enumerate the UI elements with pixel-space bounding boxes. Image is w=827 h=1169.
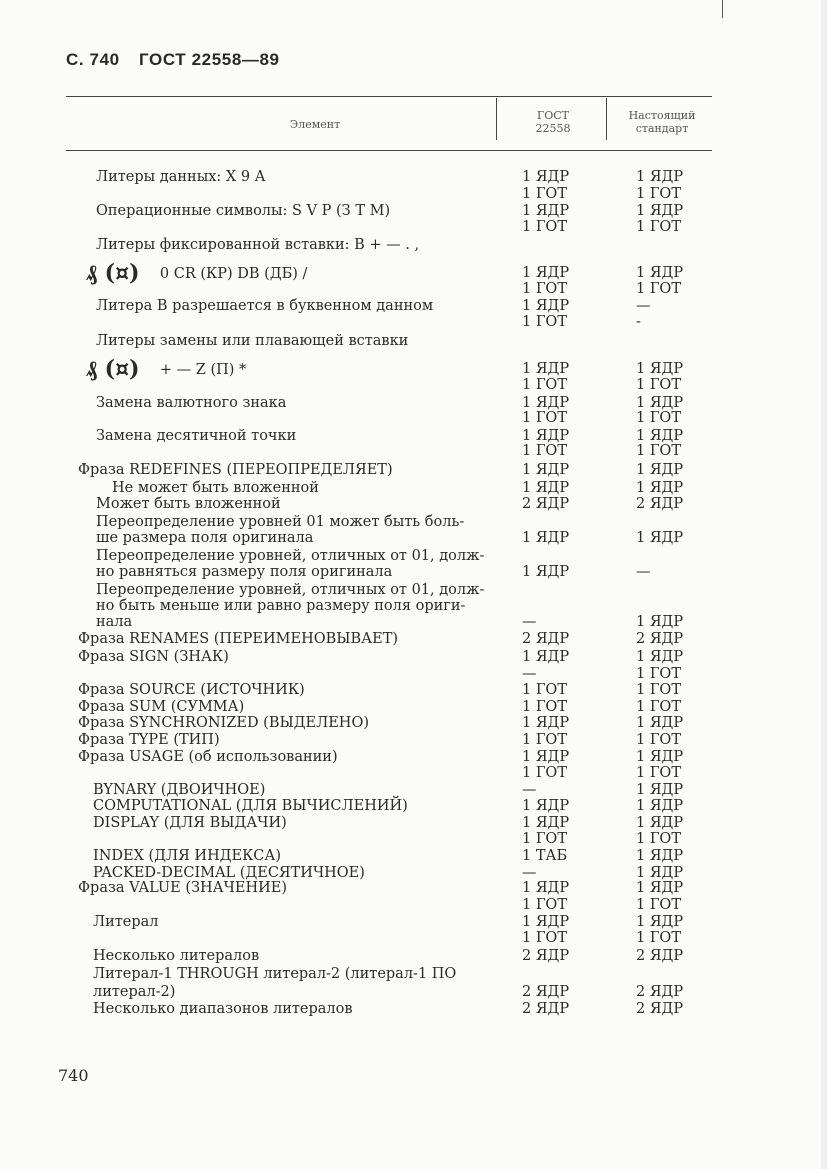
standard-level-cell: 1 ГОТ	[636, 219, 681, 235]
table-row	[0, 548, 827, 565]
gost-level-cell: 1 ЯДР	[522, 395, 570, 411]
table-header-rule	[66, 150, 712, 151]
table-row	[0, 462, 827, 479]
gost-level-cell: 1 ЯДР	[522, 798, 570, 814]
gost-level-cell: 1 ЯДР	[522, 530, 570, 546]
element-cell	[93, 966, 456, 983]
element-cell	[78, 715, 369, 732]
standard-level-cell: 1 ЯДР	[636, 530, 684, 546]
table-row	[0, 1001, 827, 1018]
element-text: Переопределение уровней, отличных от 01, долж-	[96, 582, 485, 598]
standard-level-cell: 1 ЯДР	[636, 649, 684, 665]
standard-level-cell: 2 ЯДР	[636, 984, 684, 1000]
element-cell	[96, 548, 484, 565]
element-cell	[78, 749, 338, 766]
gost-level-cell: 1 ЯДР	[522, 428, 570, 444]
element-text: COMPUTATIONAL (ДЛЯ ВЫЧИСЛЕНИЙ)	[93, 798, 408, 814]
table-row	[0, 219, 827, 236]
standard-level-cell: 1 ГОТ	[636, 377, 681, 393]
column-divider	[496, 98, 497, 140]
gost-level-cell: —	[522, 666, 537, 682]
standard-level-cell: -	[636, 314, 641, 330]
element-cell	[78, 649, 229, 666]
table-row	[0, 798, 827, 815]
element-text: Может быть вложенной	[96, 496, 281, 512]
table-row	[0, 699, 827, 716]
table-row	[0, 614, 827, 631]
table-row	[0, 514, 827, 531]
element-cell	[96, 564, 392, 581]
table-row	[0, 530, 827, 547]
element-text: Фраза VALUE (ЗНАЧЕНИЕ)	[78, 880, 287, 896]
standard-level-cell: 1 ГОТ	[636, 765, 681, 781]
gost-level-cell: 1 ГОТ	[522, 281, 567, 297]
element-text: PACKED-DECIMAL (ДЕСЯТИЧНОЕ)	[93, 865, 365, 881]
element-cell	[96, 203, 390, 220]
table-row	[0, 496, 827, 513]
element-text: DISPLAY (ДЛЯ ВЫДАЧИ)	[93, 815, 287, 831]
element-text: INDEX (ДЛЯ ИНДЕКСА)	[93, 848, 282, 864]
element-cell	[96, 298, 433, 315]
standard-level-cell: 1 ЯДР	[636, 865, 684, 881]
page-label: С. 740	[66, 50, 120, 69]
element-cell	[96, 582, 484, 599]
table-row	[0, 333, 827, 350]
element-cell	[78, 462, 393, 479]
standard-level-cell: 1 ГОТ	[636, 930, 681, 946]
gost-level-cell: 1 ГОТ	[522, 699, 567, 715]
standard-level-cell: 1 ЯДР	[636, 361, 684, 377]
gost-level-cell: 1 ГОТ	[522, 410, 567, 426]
table-row	[0, 930, 827, 947]
element-cell	[96, 598, 465, 615]
element-cell	[78, 699, 244, 716]
gost-level-cell: 1 ЯДР	[522, 914, 570, 930]
gost-level-cell: 2 ЯДР	[522, 984, 570, 1000]
gost-level-cell: 1 ЯДР	[522, 361, 570, 377]
standard-level-cell: 1 ГОТ	[636, 682, 681, 698]
gost-level-cell: 1 ГОТ	[522, 831, 567, 847]
element-cell	[93, 798, 408, 815]
column-header-gost: ГОСТ 22558	[535, 109, 571, 135]
standard-level-cell: —	[636, 298, 651, 314]
element-text: Замена валютного знака	[96, 395, 287, 411]
table-row	[0, 914, 827, 931]
column-header-element: Элемент	[289, 118, 341, 131]
column-header-standard: Настоящий стандарт	[628, 109, 696, 135]
element-text: Фраза SOURCE (ИСТОЧНИК)	[78, 682, 305, 698]
gost-level-cell: 1 ГОТ	[522, 765, 567, 781]
table-row	[0, 298, 827, 315]
element-cell	[78, 682, 305, 699]
gost-level-cell: 1 ЯДР	[522, 815, 570, 831]
gost-level-cell: 1 ЯДР	[522, 715, 570, 731]
element-cell	[78, 732, 220, 749]
element-text: 0 CR (КР) DB (ДБ) /	[159, 266, 308, 282]
gost-level-cell: 1 ЯДР	[522, 649, 570, 665]
page-header	[66, 50, 280, 70]
standard-title: ГОСТ 22558—89	[139, 50, 280, 69]
gost-level-cell: 1 ЯДР	[522, 480, 570, 496]
standard-level-cell: 2 ЯДР	[636, 948, 684, 964]
element-cell	[78, 880, 287, 897]
standard-level-cell: 1 ГОТ	[636, 410, 681, 426]
gost-level-cell: 1 ЯДР	[522, 203, 570, 219]
table-row	[0, 564, 827, 581]
table-row	[0, 260, 827, 286]
table-row	[0, 749, 827, 766]
element-text: Литерал-1 THROUGH литерал-2 (литерал-1 ПО	[93, 966, 457, 982]
element-cell	[93, 848, 281, 865]
standard-level-cell: 1 ЯДР	[636, 480, 684, 496]
table-row	[0, 732, 827, 749]
table-row	[0, 649, 827, 666]
standard-level-cell: 1 ЯДР	[636, 749, 684, 765]
gost-level-cell: 1 ЯДР	[522, 880, 570, 896]
element-cell	[112, 480, 319, 497]
gost-level-cell: 1 ГОТ	[522, 186, 567, 202]
gost-level-cell: 1 ЯДР	[522, 564, 570, 580]
standard-level-cell: 1 ЯДР	[636, 782, 684, 798]
element-text: литерал-2)	[93, 984, 176, 1000]
page-number: 740	[58, 1066, 89, 1085]
gost-level-cell: 1 ГОТ	[522, 314, 567, 330]
element-text: но быть меньше или равно размеру поля ориги-	[96, 598, 466, 614]
element-text: Литерал	[93, 914, 159, 930]
element-text: Литера В разрешается в буквенном данном	[96, 298, 434, 314]
element-text: Фраза REDEFINES (ПЕРЕОПРЕДЕЛЯЕТ)	[78, 462, 393, 478]
gost-level-cell: 1 ГОТ	[522, 682, 567, 698]
element-cell	[96, 496, 281, 513]
table-row	[0, 948, 827, 965]
gost-level-cell: 1 ГОТ	[522, 930, 567, 946]
standard-level-cell: 2 ЯДР	[636, 1001, 684, 1017]
element-cell	[96, 514, 464, 531]
element-cell	[93, 815, 287, 832]
standard-level-cell: 1 ЯДР	[636, 462, 684, 478]
gost-level-cell: 2 ЯДР	[522, 496, 570, 512]
element-cell	[96, 237, 419, 254]
standard-level-cell: 1 ЯДР	[636, 169, 684, 185]
gost-level-cell: 1 ЯДР	[522, 749, 570, 765]
element-cell	[93, 948, 259, 965]
table-row	[0, 880, 827, 897]
element-text: + — Z (П) *	[159, 362, 247, 378]
standard-level-cell: 2 ЯДР	[636, 496, 684, 512]
gost-level-cell: 1 ЯДР	[522, 265, 570, 281]
page-mark	[722, 0, 723, 18]
table-row	[0, 631, 827, 648]
element-cell	[96, 169, 266, 186]
table-row	[0, 815, 827, 832]
standard-level-cell: 1 ГОТ	[636, 732, 681, 748]
element-cell	[78, 631, 398, 648]
element-text: BYNARY (ДВОИЧНОЕ)	[93, 782, 266, 798]
standard-level-cell: 1 ЯДР	[636, 880, 684, 896]
element-cell	[93, 782, 265, 799]
gost-level-cell: 2 ЯДР	[522, 948, 570, 964]
standard-level-cell: 1 ЯДР	[636, 848, 684, 864]
gost-level-cell: 2 ЯДР	[522, 631, 570, 647]
element-text: Замена десятичной точки	[96, 428, 297, 444]
standard-level-cell: 2 ЯДР	[636, 631, 684, 647]
gost-level-cell: 1 ГОТ	[522, 732, 567, 748]
gost-level-cell: 1 ГОТ	[522, 443, 567, 459]
element-text: Литеры данных: X 9 А	[96, 169, 266, 185]
standard-level-cell: 1 ЯДР	[636, 203, 684, 219]
gost-level-cell: 1 ЯДР	[522, 462, 570, 478]
table-row	[0, 377, 827, 394]
element-text: Фраза SIGN (ЗНАК)	[78, 649, 229, 665]
standard-level-cell: 1 ЯДР	[636, 798, 684, 814]
gost-level-cell: 1 ГОТ	[522, 219, 567, 235]
table-row	[0, 715, 827, 732]
standard-level-cell: 1 ЯДР	[636, 914, 684, 930]
standard-level-cell: 1 ГОТ	[636, 443, 681, 459]
gost-level-cell: 1 ЯДР	[522, 298, 570, 314]
element-text: Фраза SYNCHRONIZED (ВЫДЕЛЕНО)	[78, 715, 369, 731]
column-divider	[606, 98, 607, 140]
table-row	[0, 682, 827, 699]
element-cell	[96, 530, 313, 547]
table-row	[0, 314, 827, 331]
gost-level-cell: 1 ТАБ	[522, 848, 568, 864]
element-text: Фраза SUM (СУММА)	[78, 699, 245, 715]
currency-symbol-icon: ₰ (¤)	[86, 356, 140, 382]
standard-level-cell: 1 ЯДР	[636, 815, 684, 831]
table-row	[0, 848, 827, 865]
element-text: но равняться размеру поля оригинала	[96, 564, 393, 580]
table-row	[0, 356, 827, 382]
element-text: ше размера поля оригинала	[96, 530, 314, 546]
element-text: Фраза USAGE (об использовании)	[78, 749, 338, 765]
element-cell	[93, 914, 159, 931]
table-row	[0, 186, 827, 203]
element-text: Несколько диапазонов литералов	[93, 1001, 353, 1017]
element-text: Литеры фиксированной вставки: В + — . ,	[96, 237, 420, 253]
standard-level-cell: 1 ГОТ	[636, 699, 681, 715]
gost-level-cell: 1 ГОТ	[522, 897, 567, 913]
element-text: Операционные символы: S V P (З T М)	[96, 203, 391, 219]
standard-level-cell: 1 ГОТ	[636, 897, 681, 913]
element-text: Переопределение уровней 01 может быть боль-	[96, 514, 465, 530]
element-cell	[96, 614, 132, 631]
standard-level-cell: 1 ГОТ	[636, 666, 681, 682]
standard-level-cell: 1 ГОТ	[636, 831, 681, 847]
gost-level-cell: 1 ЯДР	[522, 169, 570, 185]
table-row	[0, 443, 827, 460]
table-row	[0, 237, 827, 254]
gost-level-cell: —	[522, 782, 537, 798]
table-row	[0, 203, 827, 220]
table-row	[0, 598, 827, 615]
standard-level-cell: —	[636, 564, 651, 580]
table-row	[0, 966, 827, 983]
element-text: Литеры замены или плавающей вставки	[96, 333, 409, 349]
gost-level-cell: 2 ЯДР	[522, 1001, 570, 1017]
element-cell	[93, 984, 175, 1001]
standard-level-cell: 1 ЯДР	[636, 614, 684, 630]
standard-level-cell: 1 ЯДР	[636, 715, 684, 731]
standard-level-cell: 1 ЯДР	[636, 265, 684, 281]
table-row	[0, 169, 827, 186]
table-row	[0, 666, 827, 683]
table-row	[0, 897, 827, 914]
table-row	[0, 281, 827, 298]
element-text: Несколько литералов	[93, 948, 260, 964]
element-text: нала	[96, 614, 133, 630]
table-row	[0, 410, 827, 427]
table-row	[0, 765, 827, 782]
gost-level-cell: 1 ГОТ	[522, 377, 567, 393]
table-row	[0, 984, 827, 1001]
element-text: Фраза TYPE (ТИП)	[78, 732, 220, 748]
standard-level-cell: 1 ЯДР	[636, 395, 684, 411]
gost-level-cell: —	[522, 865, 537, 881]
element-cell	[93, 1001, 353, 1018]
table-row	[0, 831, 827, 848]
currency-symbol-icon: ₰ (¤)	[86, 260, 140, 286]
standard-level-cell: 1 ГОТ	[636, 281, 681, 297]
table-top-rule	[66, 96, 712, 97]
gost-level-cell: —	[522, 614, 537, 630]
table-row	[0, 582, 827, 599]
table-row	[0, 480, 827, 497]
element-text: Фраза RENAMES (ПЕРЕИМЕНОВЫВАЕТ)	[78, 631, 399, 647]
standard-level-cell: 1 ЯДР	[636, 428, 684, 444]
element-cell	[96, 333, 408, 350]
table-row	[0, 782, 827, 799]
standard-level-cell: 1 ГОТ	[636, 186, 681, 202]
element-text: Не может быть вложенной	[112, 480, 319, 496]
element-text: Переопределение уровней, отличных от 01, долж-	[96, 548, 485, 564]
